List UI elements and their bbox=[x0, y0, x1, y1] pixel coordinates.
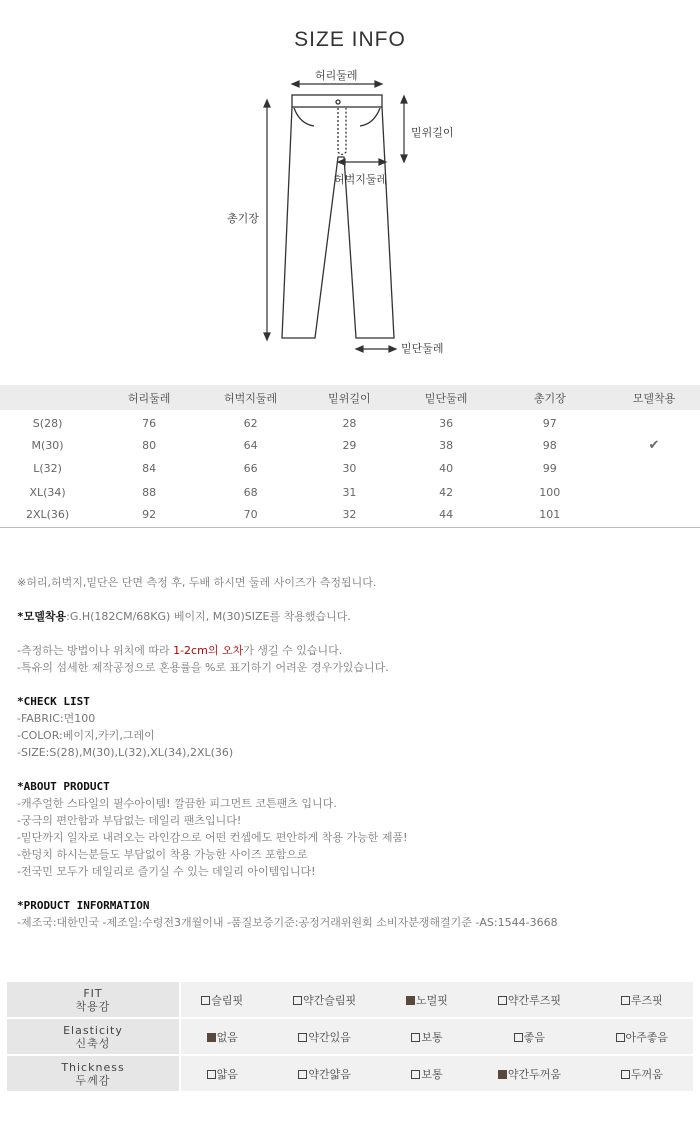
option-label: 보통 bbox=[421, 1067, 443, 1081]
option-label: 루즈핏 bbox=[630, 993, 663, 1007]
thickness-option bbox=[591, 1056, 693, 1093]
table-cell: 42 bbox=[439, 486, 454, 500]
thickness-header bbox=[7, 1056, 181, 1093]
thickness-option bbox=[386, 1056, 468, 1093]
model-info bbox=[17, 608, 687, 625]
table-cell: 98 bbox=[542, 438, 557, 452]
fit-row bbox=[7, 982, 693, 1019]
elasticity-option bbox=[591, 1019, 693, 1056]
option-label: 보통 bbox=[421, 1030, 443, 1044]
table-cell: 28 bbox=[342, 416, 357, 430]
header-cell: 모델착용 bbox=[632, 391, 676, 405]
checkbox-icon bbox=[514, 1033, 523, 1042]
checkbox-icon bbox=[201, 996, 210, 1005]
option-label: 약간있음 bbox=[308, 1030, 351, 1044]
thigh-label: 허벅지둘레 bbox=[334, 173, 388, 186]
table-cell: 99 bbox=[542, 462, 557, 476]
option-label: 없음 bbox=[216, 1030, 238, 1044]
fit-header bbox=[7, 982, 181, 1019]
product-info-text: -제조국:대한민국 -제조일:수령전3개월이내 -품질보증기준:공정거래위원회 소비자분쟁해결기준 -AS:1544-3668 bbox=[17, 916, 558, 929]
about-item: -캐주얼한 스타일의 필수아이템! 깔끔한 피그먼트 코튼팬츠 입니다. bbox=[17, 797, 337, 810]
hem-label: 밑단둘레 bbox=[401, 342, 444, 355]
table-cell: 76 bbox=[142, 416, 157, 430]
model-check-cell bbox=[608, 481, 700, 505]
size-cell: 2XL(36) bbox=[0, 504, 95, 528]
checkbox-icon bbox=[621, 996, 630, 1005]
table-cell: 36 bbox=[439, 416, 454, 430]
table-cell: 64 bbox=[243, 438, 258, 452]
about-product-title: *ABOUT PRODUCT bbox=[17, 780, 110, 793]
size-cell: L(32) bbox=[33, 462, 62, 476]
pants-illustration bbox=[0, 62, 700, 362]
model-text: :G.H(182CM/68KG) 베이지, M(30)SIZE를 착용했습니다. bbox=[66, 610, 351, 623]
thickness-option bbox=[181, 1056, 263, 1093]
check-item: -FABRIC:면100 bbox=[17, 712, 96, 725]
check-icon: ✔ bbox=[648, 437, 660, 453]
about-item: -한덩치 하시는분들도 부담없이 착용 가능한 사이즈 포함으로 bbox=[17, 848, 308, 861]
checkbox-icon bbox=[298, 1070, 307, 1079]
table-cell: 100 bbox=[539, 486, 561, 500]
fit-header-ko: 착용감 bbox=[75, 999, 111, 1013]
table-row bbox=[0, 457, 700, 481]
table-cell: 30 bbox=[342, 462, 357, 476]
thickness-option bbox=[468, 1056, 590, 1093]
header-cell bbox=[0, 385, 95, 410]
option-label: 슬림핏 bbox=[211, 993, 244, 1007]
elasticity-option bbox=[386, 1019, 468, 1056]
fit-option bbox=[591, 982, 693, 1019]
header-cell: 밑단둘레 bbox=[424, 391, 468, 405]
table-cell: 88 bbox=[142, 486, 157, 500]
size-cell: XL(34) bbox=[29, 486, 66, 500]
thickness-row bbox=[7, 1056, 693, 1093]
size-cell: S(28) bbox=[32, 416, 63, 430]
table-row bbox=[0, 434, 700, 458]
header-cell: 허벅지둘레 bbox=[224, 391, 278, 405]
option-label: 약간두꺼움 bbox=[507, 1067, 561, 1081]
page-title: SIZE INFO bbox=[294, 28, 406, 51]
elasticity-header-ko: 신축성 bbox=[75, 1036, 111, 1050]
elasticity-row bbox=[7, 1019, 693, 1056]
table-row bbox=[0, 504, 700, 528]
checked-box-icon bbox=[498, 1070, 507, 1079]
check-list-title: *CHECK LIST bbox=[17, 695, 90, 708]
checkbox-icon bbox=[498, 996, 507, 1005]
option-label: 약간루즈핏 bbox=[507, 993, 561, 1007]
table-cell: 101 bbox=[492, 504, 608, 528]
fit-option bbox=[468, 982, 590, 1019]
pants-diagram bbox=[0, 62, 700, 362]
thickness-header-en: Thickness bbox=[61, 1060, 125, 1074]
checked-box-icon bbox=[207, 1033, 216, 1042]
table-cell: 31 bbox=[342, 486, 357, 500]
table-cell: 97 bbox=[542, 416, 557, 430]
elasticity-header-en: Elasticity bbox=[63, 1023, 123, 1037]
checkbox-icon bbox=[298, 1033, 307, 1042]
option-label: 노멀핏 bbox=[416, 993, 448, 1007]
fit-table bbox=[7, 982, 693, 1093]
header-cell: 허리둘레 bbox=[127, 391, 171, 405]
elasticity-header bbox=[7, 1019, 181, 1056]
fabric-note: -특유의 섬세한 제작공정으로 혼용률을 %로 표기하기 어려운 경우가있습니다. bbox=[17, 661, 389, 674]
table-cell: 92 bbox=[95, 504, 203, 528]
table-cell: 66 bbox=[243, 462, 258, 476]
option-label: 약간얇음 bbox=[308, 1067, 351, 1081]
fit-option bbox=[263, 982, 385, 1019]
checked-box-icon bbox=[406, 996, 415, 1005]
table-cell: 40 bbox=[439, 462, 454, 476]
checkbox-icon bbox=[411, 1070, 420, 1079]
product-info-title: *PRODUCT INFORMATION bbox=[17, 899, 150, 912]
header-cell: 밑위길이 bbox=[328, 391, 371, 405]
check-item: -SIZE:S(28),M(30),L(32),XL(34),2XL(36) bbox=[17, 746, 234, 759]
table-cell: 70 bbox=[203, 504, 298, 528]
table-row bbox=[0, 481, 700, 505]
checkbox-icon bbox=[616, 1033, 625, 1042]
model-check-cell bbox=[608, 504, 700, 528]
header-cell: 총기장 bbox=[533, 391, 566, 405]
product-notes bbox=[17, 574, 687, 931]
table-cell: 68 bbox=[243, 486, 258, 500]
option-label: 얇음 bbox=[216, 1067, 238, 1081]
checkbox-icon bbox=[621, 1070, 630, 1079]
table-cell: 32 bbox=[298, 504, 401, 528]
table-cell: 29 bbox=[342, 438, 357, 452]
table-row bbox=[0, 410, 700, 434]
checkbox-icon bbox=[207, 1070, 216, 1079]
table-cell: 84 bbox=[142, 462, 157, 476]
size-table-header bbox=[0, 385, 700, 410]
checkbox-icon bbox=[293, 996, 302, 1005]
model-check-cell bbox=[608, 457, 700, 481]
error-suffix: 가 생길 수 있습니다. bbox=[243, 644, 343, 657]
model-label: *모델착용 bbox=[17, 610, 67, 623]
option-label: 아주좋음 bbox=[625, 1030, 669, 1044]
option-label: 약간슬림핏 bbox=[303, 993, 357, 1007]
fit-option bbox=[386, 982, 468, 1019]
option-label: 좋음 bbox=[523, 1030, 546, 1044]
elasticity-option bbox=[468, 1019, 590, 1056]
rise-label: 밑위길이 bbox=[411, 126, 454, 139]
thickness-header-ko: 두께감 bbox=[75, 1073, 111, 1087]
about-item: -전국민 모두가 데일리로 즐기실 수 있는 데일리 아이템입니다! bbox=[17, 865, 316, 878]
error-prefix: -측정하는 방법이나 위치에 따라 bbox=[17, 644, 174, 657]
error-highlight: 1-2cm의 오차 bbox=[173, 644, 244, 657]
size-cell: M(30) bbox=[31, 438, 64, 452]
error-note bbox=[17, 642, 687, 659]
fit-option bbox=[181, 982, 263, 1019]
option-label: 두꺼움 bbox=[630, 1067, 663, 1081]
table-cell: 44 bbox=[401, 504, 492, 528]
about-item: -궁극의 편안함과 부담없는 데일리 팬츠입니다! bbox=[17, 814, 242, 827]
measure-note: ※허리,허벅지,밑단은 단면 측정 후, 두배 하시면 둘레 사이즈가 측정됩니다. bbox=[17, 576, 377, 589]
table-cell: 80 bbox=[142, 438, 157, 452]
waist-label: 허리둘레 bbox=[315, 69, 358, 82]
table-cell: 38 bbox=[439, 438, 454, 452]
length-label: 총기장 bbox=[227, 212, 259, 225]
elasticity-option bbox=[181, 1019, 263, 1056]
checkbox-icon bbox=[411, 1033, 420, 1042]
fit-header-en: FIT bbox=[83, 986, 103, 1000]
about-item: -밑단까지 일자로 내려오는 라인감으로 어떤 컨셉에도 편안하게 착용 가능한 제품! bbox=[17, 831, 408, 844]
table-cell: 62 bbox=[243, 416, 258, 430]
elasticity-option bbox=[263, 1019, 385, 1056]
size-table bbox=[0, 385, 700, 528]
model-check-cell bbox=[608, 410, 700, 434]
thickness-option bbox=[263, 1056, 385, 1093]
check-item: -COLOR:베이지,카키,그레이 bbox=[17, 729, 155, 742]
